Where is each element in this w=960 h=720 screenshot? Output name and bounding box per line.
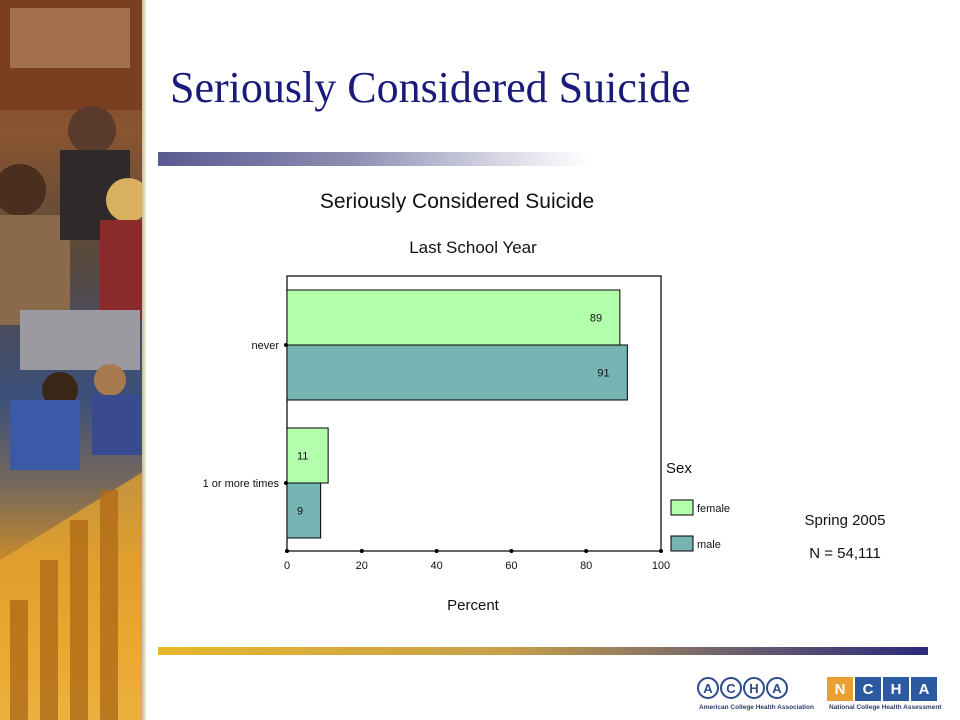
x-tick-mark [360,549,364,553]
survey-term: Spring 2005 [804,512,886,529]
x-tick-mark [509,549,513,553]
legend-title: Sex [666,460,692,477]
ncha-letters [827,677,937,701]
acha-letter: H [743,677,765,699]
ncha-letter: H [883,677,909,701]
footer-rule [158,647,928,655]
y-tick-label: 1 or more times [202,478,279,490]
bar-chart [170,175,760,625]
x-tick-label: 80 [580,560,593,572]
ncha-letter: C [855,677,881,701]
x-tick-label: 0 [283,560,291,572]
ncha-letter: A [911,677,937,701]
y-tick-mark [284,343,288,347]
bar-value-label: 91 [597,367,610,380]
y-tick-label: never [251,340,279,352]
bar-male [287,483,321,538]
chart-subtitle: Last School Year [409,238,537,257]
legend-swatch-male [671,536,693,551]
legend-label-female: female [697,503,731,515]
bar-male [287,345,627,400]
x-tick-label: 20 [355,560,368,572]
x-tick-mark [584,549,588,553]
x-axis-label: Percent [447,597,499,614]
y-tick-mark [284,481,288,485]
bar-value-label: 89 [589,312,603,325]
x-tick-label: 60 [505,560,518,572]
x-tick-label: 100 [651,560,671,572]
x-tick-mark [435,549,439,553]
decorative-photo-strip [0,0,146,720]
ncha-letter: N [827,677,853,701]
slide-title: Seriously Considered Suicide [170,63,691,112]
acha-caption: American College Health Association [699,704,814,711]
bar-female [287,290,620,345]
legend-swatch-female [671,500,693,515]
chart-title: Seriously Considered Suicide [319,190,595,213]
x-tick-mark [659,549,663,553]
bar-value-label: 9 [297,505,304,518]
acha-letter: C [720,677,742,699]
legend-label-male: male [697,539,721,551]
students-photo [0,0,146,720]
title-underline [158,152,588,166]
x-tick-mark [285,549,289,553]
bar-value-label: 11 [297,450,309,463]
acha-letter: A [766,677,788,699]
x-tick-label: 40 [430,560,443,572]
acha-ncha-logo [697,677,952,720]
photo-strip-edge [142,0,146,720]
acha-letter: A [697,677,719,699]
sample-size: N = 54,111 [809,545,881,562]
ncha-caption: National College Health Assessment [829,704,942,711]
